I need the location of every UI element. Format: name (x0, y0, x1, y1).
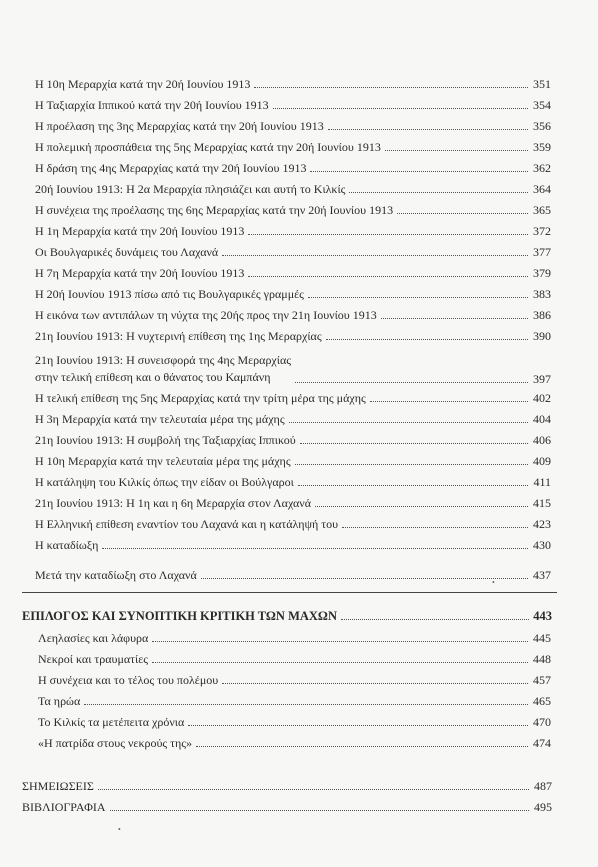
toc-entry-page: 457 (533, 673, 551, 687)
toc-entry-title (35, 352, 291, 386)
toc-entry-title: «Η πατρίδα στους νεκρούς της» (38, 736, 193, 750)
toc-entry (38, 736, 551, 750)
toc-entry-title: Μετά την καταδίωξη στο Λαχανά (35, 568, 197, 582)
toc-entry-page: 430 (533, 538, 551, 552)
section-divider (22, 592, 557, 593)
toc-entry-page: 445 (533, 631, 551, 645)
dot-leader (248, 233, 528, 235)
toc-entry-title: Η 7η Μεραρχία κατά την 20ή Ιουνίου 1913 (35, 266, 245, 280)
toc-entry-page: 356 (533, 119, 551, 133)
toc-entry-title: Λεηλασίες και λάφυρα (38, 631, 149, 645)
dot-leader (326, 338, 528, 340)
toc-entry-title: 21η Ιουνίου 1913: Η 1η και η 6η Μεραρχία στον Λαχανά (35, 496, 312, 510)
toc-entry-title-line2: στην τελική επίθεση και ο θάνατος του Καμπάνη (35, 370, 271, 384)
dot-leader (248, 275, 528, 277)
dot-leader (289, 421, 528, 423)
stray-mark: • (118, 825, 121, 834)
dot-leader (310, 170, 528, 172)
dot-leader (84, 703, 528, 705)
toc-entry (35, 329, 551, 343)
toc-entry (35, 140, 551, 154)
toc-entry-title: Η κατάληψη του Κιλκίς όπως την είδαν οι Βούλγαροι (35, 475, 294, 489)
dot-leader (397, 212, 528, 214)
toc-entry-title: Νεκροί και τραυματίες (38, 652, 149, 666)
toc-entry (35, 517, 551, 531)
toc-entry-page: 409 (533, 454, 551, 468)
toc-entry-page: 411 (533, 475, 551, 489)
dot-leader (300, 442, 528, 444)
dot-leader (328, 128, 528, 130)
toc-entry-page: 359 (533, 140, 551, 154)
toc-entry (35, 496, 551, 510)
toc-entry (35, 352, 551, 386)
toc-entry-page: 470 (533, 715, 551, 729)
section-title: ΕΠΙΛΟΓΟΣ ΚΑΙ ΣΥΝΟΠΤΙΚΗ ΚΡΙΤΙΚΗ ΤΩΝ ΜΑΧΩΝ (22, 609, 337, 623)
toc-entry-title-line1: 21η Ιουνίου 1913: Η συνεισφορά της 4ης Μεραρχίας (35, 353, 292, 367)
dot-leader (341, 618, 529, 620)
dot-leader (254, 86, 528, 88)
toc-back-matter-entry (22, 800, 552, 814)
dot-leader (349, 191, 528, 193)
toc-entry-title: 21η Ιουνίου 1913: Η νυχτερινή επίθεση της 1ης Μεραρχίας (35, 329, 322, 343)
toc-entry-title: Η συνέχεια και το τέλος του πολέμου (38, 673, 219, 687)
toc-entry (35, 538, 551, 552)
toc-entry-title: Η τελική επίθεση της 5ης Μεραρχίας κατά την τρίτη μέρα της μάχης (35, 391, 366, 405)
toc-entry (35, 475, 551, 489)
toc-entry (35, 412, 551, 426)
dot-leader (102, 547, 528, 549)
toc-entry-page: 487 (534, 779, 552, 793)
toc-entry (35, 308, 551, 322)
toc-entry-title: ΣΗΜΕΙΩΣΕΙΣ (22, 779, 94, 793)
toc-entry (35, 161, 551, 175)
toc-entry-page: 383 (533, 287, 551, 301)
toc-entry-page: 448 (533, 652, 551, 666)
toc-entry (35, 454, 551, 468)
toc-entry (35, 391, 551, 405)
toc-entry-page: 377 (533, 245, 551, 259)
toc-entry (35, 224, 551, 238)
dot-leader (222, 682, 528, 684)
toc-entry-title: Η 3η Μεραρχία κατά την τελευταία μέρα της μάχης (35, 412, 285, 426)
toc-section-heading (22, 609, 552, 623)
toc-entry-page: 397 (533, 372, 551, 386)
toc-entry-title: Η 10η Μεραρχία κατά την τελευταία μέρα της μάχης (35, 454, 291, 468)
dot-leader (273, 107, 528, 109)
toc-entry-page: 437 (533, 568, 551, 582)
toc-entry (35, 182, 551, 196)
toc-entry-title: Η συνέχεια της προέλασης της 6ης Μεραρχίας κατά την 20ή Ιουνίου 1913 (35, 203, 394, 217)
dot-leader (152, 640, 528, 642)
toc-entry (35, 433, 551, 447)
toc-entry (35, 119, 551, 133)
toc-entry-page: 351 (533, 77, 551, 91)
toc-entry-page: 406 (533, 433, 551, 447)
toc-entry-page: 365 (533, 203, 551, 217)
toc-entry-page: 372 (533, 224, 551, 238)
toc-entry-page: 465 (533, 694, 551, 708)
toc-entry-page: 390 (533, 329, 551, 343)
toc-entry (35, 77, 551, 91)
toc-entry-title: Η καταδίωξη (35, 538, 99, 552)
dot-leader (110, 809, 530, 811)
dot-leader (381, 317, 528, 319)
toc-entry-page: 379 (533, 266, 551, 280)
toc-entry-title: Οι Βουλγαρικές δυνάμεις του Λαχανά (35, 245, 219, 259)
toc-entry-page: 386 (533, 308, 551, 322)
toc-entry-title: Η δράση της 4ης Μεραρχίας κατά την 20ή Ιουνίου 1913 (35, 161, 307, 175)
toc-entry-title: Τα ηρώα (38, 694, 81, 708)
toc-entry (35, 245, 551, 259)
toc-entry-title: Η Ταξιαρχία Ιππικού κατά την 20ή Ιουνίου 1913 (35, 98, 269, 112)
toc-entry (35, 568, 551, 582)
dot-leader (222, 254, 528, 256)
dot-leader (152, 661, 528, 663)
dot-leader (308, 296, 528, 298)
toc-entry-page: 415 (533, 496, 551, 510)
toc-entry-title: Η 20ή Ιουνίου 1913 πίσω από τις Βουλγαρικές γραμμές (35, 287, 304, 301)
dot-leader (295, 463, 528, 465)
toc-entry-page: 474 (533, 736, 551, 750)
toc-entry-title: ΒΙΒΛΙΟΓΡΑΦΙΑ (22, 800, 106, 814)
toc-entry-title: Το Κιλκίς τα μετέπειτα χρόνια (38, 715, 185, 729)
dot-leader (342, 526, 528, 528)
toc-entry-page: 404 (533, 412, 551, 426)
toc-entry-title: Η 1η Μεραρχία κατά την 20ή Ιουνίου 1913 (35, 224, 245, 238)
toc-entry-page: 362 (533, 161, 551, 175)
dot-leader (315, 505, 528, 507)
toc-entry (38, 673, 551, 687)
toc-entry (35, 266, 551, 280)
toc-entry (38, 715, 551, 729)
stray-mark: • (492, 578, 495, 587)
dot-leader (98, 788, 529, 790)
toc-entry-title: Η πολεμική προσπάθεια της 5ης Μεραρχίας κατά την 20ή Ιουνίου 1913 (35, 140, 381, 154)
toc-entry-title: 21η Ιουνίου 1913: Η συμβολή της Ταξιαρχίας Ιππικού (35, 433, 296, 447)
dot-leader (295, 381, 528, 383)
toc-entry-page: 402 (533, 391, 551, 405)
toc-entry-page: 354 (533, 98, 551, 112)
toc-back-matter-entry (22, 779, 552, 793)
dot-leader (188, 724, 528, 726)
toc-entry-title: Η 10η Μεραρχία κατά την 20ή Ιουνίου 1913 (35, 77, 251, 91)
toc-entry (38, 694, 551, 708)
toc-entry (35, 287, 551, 301)
toc-entry (38, 631, 551, 645)
toc-entry-page: 495 (534, 800, 552, 814)
toc-entry (38, 652, 551, 666)
section-page: 443 (533, 609, 552, 623)
toc-entry-page: 364 (533, 182, 551, 196)
toc-entry (35, 98, 551, 112)
toc-entry (35, 203, 551, 217)
dot-leader (370, 400, 528, 402)
toc-entry-title: Η εικόνα των αντιπάλων τη νύχτα της 20ής προς την 21η Ιουνίου 1913 (35, 308, 377, 322)
toc-entry-title: Η Ελληνική επίθεση εναντίον του Λαχανά και η κατάληψή του (35, 517, 339, 531)
toc-entry-title: 20ή Ιουνίου 1913: Η 2α Μεραρχία πλησιάζει και αυτή το Κιλκίς (35, 182, 346, 196)
dot-leader (298, 484, 528, 486)
dot-leader (385, 149, 528, 151)
dot-leader (201, 577, 528, 579)
toc-entry-title: Η προέλαση της 3ης Μεραρχίας κατά την 20ή Ιουνίου 1913 (35, 119, 324, 133)
dot-leader (196, 745, 528, 747)
toc-entry-page: 423 (533, 517, 551, 531)
